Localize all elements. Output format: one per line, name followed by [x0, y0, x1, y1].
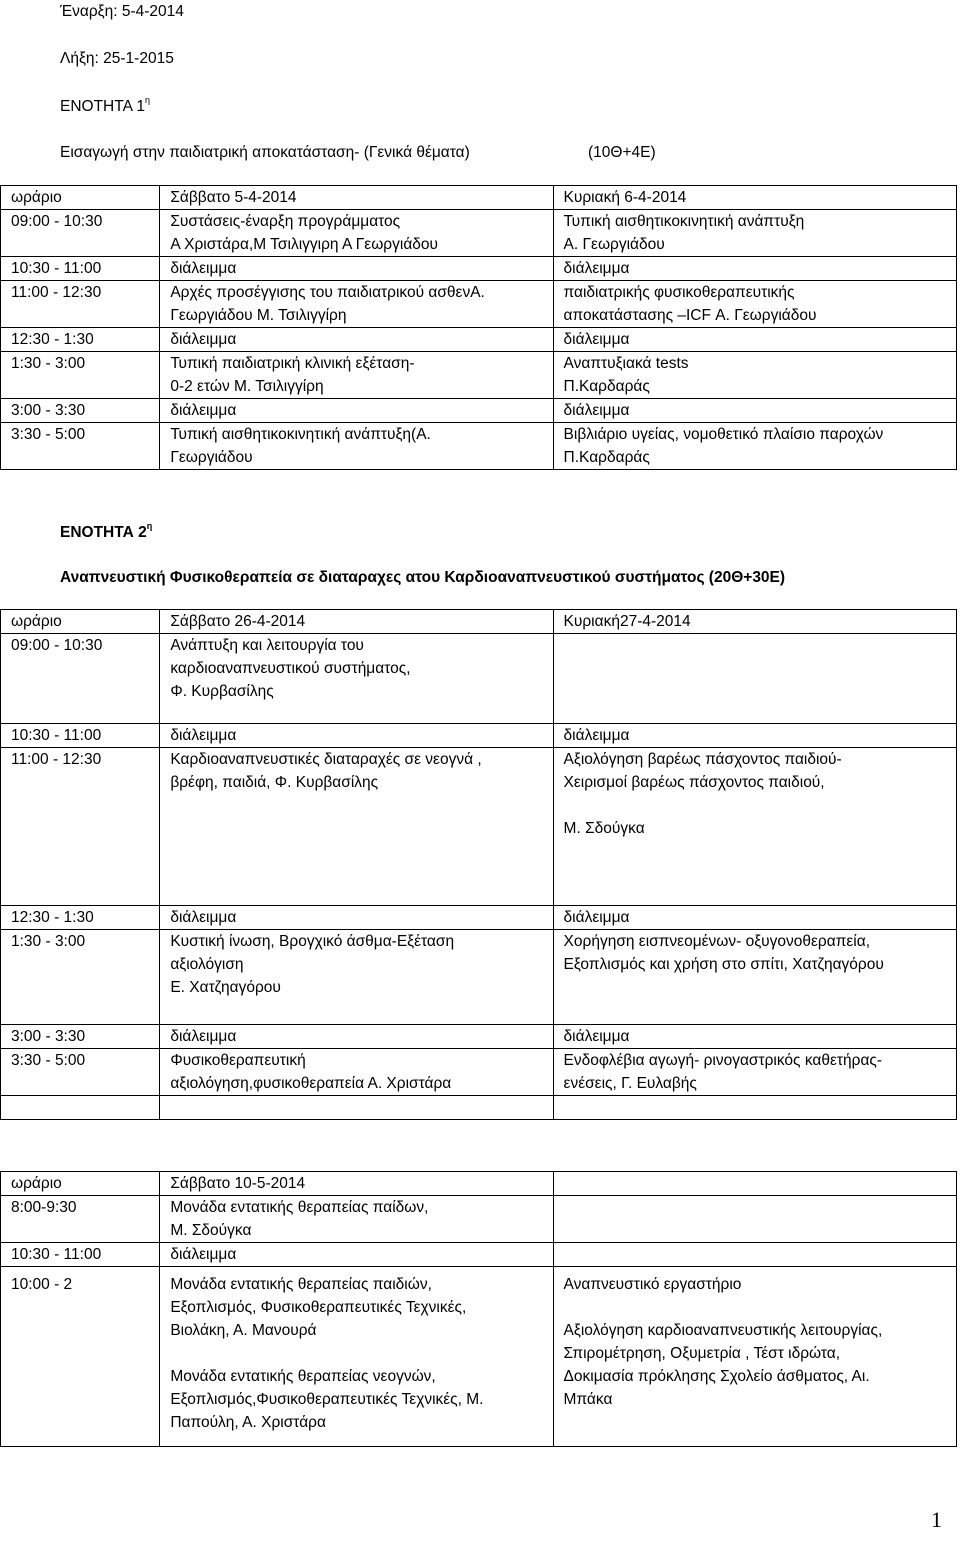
empty-cell — [553, 1196, 956, 1243]
saturday-cell: Ανάπτυξη και λειτουργία του καρδιοαναπνευστικού συστήματος, Φ. Κυρβασίλης — [160, 634, 553, 724]
col-header-time: ωράριο — [1, 610, 160, 634]
unit1-schedule-table — [0, 185, 957, 470]
saturday-cell: Φυσικοθεραπευτική αξιολόγηση,φυσικοθεραπεία Α. Χριστάρα — [160, 1049, 553, 1096]
saturday-cell — [160, 1096, 553, 1120]
saturday-cell: Κυστική ίνωση, Βρογχικό άσθμα-Εξέταση αξιολόγιση Ε. Χατζηαγόρου — [160, 930, 553, 1025]
table-row — [1, 634, 957, 724]
saturday-cell: διάλειμμα — [160, 1025, 553, 1049]
time-cell: 09:00 - 10:30 — [1, 210, 160, 257]
time-cell: 10:30 - 11:00 — [1, 257, 160, 281]
saturday-cell: Τυπική αισθητικοκινητική ανάπτυξη(Α. Γεωργιάδου — [160, 423, 553, 470]
col-header-time: ωράριο — [1, 1172, 160, 1196]
table-row — [1, 1196, 957, 1243]
saturday-cell: Τυπική παιδιατρική κλινική εξέταση- 0-2 ετών Μ. Τσιλιγγίρη — [160, 352, 553, 399]
col-header-saturday: Σάββατο 10-5-2014 — [160, 1172, 553, 1196]
table-row — [1, 1049, 957, 1096]
saturday-cell: Συστάσεις-έναρξη προγράμματος Α Χριστάρα,Μ Τσιλιγγιρη Α Γεωργιάδου — [160, 210, 553, 257]
table-header-row — [1, 186, 957, 210]
col-header-sunday: Κυριακή 6-4-2014 — [553, 186, 956, 210]
unit2-title: ΕΝΟΤΗΤΑ $2^\eta$ — [60, 521, 153, 541]
saturday-cell: διάλειμμα — [160, 1243, 553, 1267]
sunday-cell — [553, 634, 956, 724]
table-row — [1, 257, 957, 281]
time-cell: 09:00 - 10:30 — [1, 634, 160, 724]
table-row — [1, 930, 957, 1025]
time-cell: 10:00 - 2 — [1, 1267, 160, 1447]
saturday-cell: Καρδιοαναπνευστικές διαταραχές σε νεογνά , βρέφη, παιδιά, Φ. Κυρβασίλης — [160, 748, 553, 906]
table-row — [1, 423, 957, 470]
table-header-row — [1, 610, 957, 634]
time-cell: 10:30 - 11:00 — [1, 1243, 160, 1267]
sunday-cell: διάλειμμα — [553, 399, 956, 423]
sunday-cell: διάλειμμα — [553, 328, 956, 352]
unit2-subtitle: Αναπνευστική Φυσικοθεραπεία σε διαταραχες ατου Καρδιοαναπνευστικού συστήματος (20Θ+30Ε) — [60, 569, 786, 586]
end-date: Λήξη: 25-1-2015 — [60, 50, 174, 67]
col-header-sunday: Κυριακή27-4-2014 — [553, 610, 956, 634]
table-row — [1, 1025, 957, 1049]
table-row — [1, 1267, 957, 1447]
saturday-cell: Μονάδα εντατικής θεραπείας παιδιών, Εξοπλισμός, Φυσικοθεραπευτικές Τεχνικές, Βιολάκη, Α. Μανουρά Μονάδα εντατικής θεραπείας νεογνών, Εξοπλισμός,Φυσικοθεραπευτικές Τεχνικές, Μ. Παπούλη, Α. Χριστάρα — [160, 1267, 553, 1447]
sunday-cell: διάλειμμα — [553, 906, 956, 930]
time-cell: 3:00 - 3:30 — [1, 1025, 160, 1049]
table-row — [1, 748, 957, 906]
col-header-time: ωράριο — [1, 186, 160, 210]
time-cell: 3:00 - 3:30 — [1, 399, 160, 423]
time-cell: 10:30 - 11:00 — [1, 724, 160, 748]
table-row — [1, 210, 957, 257]
sunday-cell: Τυπική αισθητικοκινητική ανάπτυξη Α. Γεωργιάδου — [553, 210, 956, 257]
unit1-subtitle: Εισαγωγή στην παιδιατρική αποκατάσταση- (Γενικά θέματα) — [60, 144, 470, 161]
time-cell: 3:30 - 5:00 — [1, 423, 160, 470]
saturday-cell: Αρχές προσέγγισης του παιδιατρικού ασθενΑ. Γεωργιάδου Μ. Τσιλιγγίρη — [160, 281, 553, 328]
saturday-cell: διάλειμμα — [160, 257, 553, 281]
start-date: Έναρξη: 5-4-2014 — [60, 3, 184, 20]
table-row — [1, 1243, 957, 1267]
col-header-saturday: Σάββατο 5-4-2014 — [160, 186, 553, 210]
table-row — [1, 399, 957, 423]
time-cell: 1:30 - 3:00 — [1, 352, 160, 399]
sunday-cell: διάλειμμα — [553, 1025, 956, 1049]
table-row — [1, 1096, 957, 1120]
time-cell: 11:00 - 12:30 — [1, 748, 160, 906]
col-header-saturday: Σάββατο 26-4-2014 — [160, 610, 553, 634]
sunday-cell: Ενδοφλέβια αγωγή- ρινογαστρικός καθετήρας- ενέσεις, Γ. Ευλαβής — [553, 1049, 956, 1096]
unit3-schedule-table — [0, 1171, 957, 1447]
table-row — [1, 352, 957, 399]
table-row — [1, 281, 957, 328]
saturday-cell: διάλειμμα — [160, 906, 553, 930]
time-cell: 3:30 - 5:00 — [1, 1049, 160, 1096]
table-row — [1, 724, 957, 748]
unit1-hours: (10Θ+4Ε) — [588, 144, 656, 161]
page-number: 1 — [931, 1507, 942, 1532]
unit1-title: ΕΝΟΤΗΤΑ $1^\eta$ — [60, 95, 150, 115]
time-cell: 12:30 - 1:30 — [1, 328, 160, 352]
saturday-cell: διάλειμμα — [160, 724, 553, 748]
empty-cell — [553, 1243, 956, 1267]
saturday-cell: διάλειμμα — [160, 328, 553, 352]
sunday-cell: Αξιολόγηση βαρέως πάσχοντος παιδιού- Χειρισμοί βαρέως πάσχοντος παιδιού, Μ. Σδούγκα — [553, 748, 956, 906]
unit2-schedule-table — [0, 609, 957, 1120]
sunday-cell: διάλειμμα — [553, 724, 956, 748]
sunday-cell — [553, 1096, 956, 1120]
table-row — [1, 328, 957, 352]
time-cell: 11:00 - 12:30 — [1, 281, 160, 328]
sunday-cell: Βιβλιάριο υγείας, νομοθετικό πλαίσιο παροχών Π.Καρδαράς — [553, 423, 956, 470]
time-cell — [1, 1096, 160, 1120]
time-cell: 1:30 - 3:00 — [1, 930, 160, 1025]
saturday-cell: διάλειμμα — [160, 399, 553, 423]
lab-cell: Αναπνευστικό εργαστήριο Αξιολόγηση καρδιοαναπνευστικής λειτουργίας, Σπιρομέτρηση, Οξυμετρία , Τέστ ιδρώτα, Δοκιμασία πρόκλησης Σχολείο άσθματος, Αι. Μπάκα — [553, 1267, 956, 1447]
time-cell: 8:00-9:30 — [1, 1196, 160, 1243]
empty-header-cell — [553, 1172, 956, 1196]
sunday-cell: Αναπτυξιακά tests Π.Καρδαράς — [553, 352, 956, 399]
sunday-cell: παιδιατρικής φυσικοθεραπευτικής αποκατάστασης –ICF Α. Γεωργιάδου — [553, 281, 956, 328]
sunday-cell: Χορήγηση εισπνεομένων- οξυγονοθεραπεία, Εξοπλισμός και χρήση στο σπίτι, Χατζηαγόρου — [553, 930, 956, 1025]
sunday-cell: διάλειμμα — [553, 257, 956, 281]
table-header-row — [1, 1172, 957, 1196]
time-cell: 12:30 - 1:30 — [1, 906, 160, 930]
table-row — [1, 906, 957, 930]
saturday-cell: Μονάδα εντατικής θεραπείας παίδων, Μ. Σδούγκα — [160, 1196, 553, 1243]
